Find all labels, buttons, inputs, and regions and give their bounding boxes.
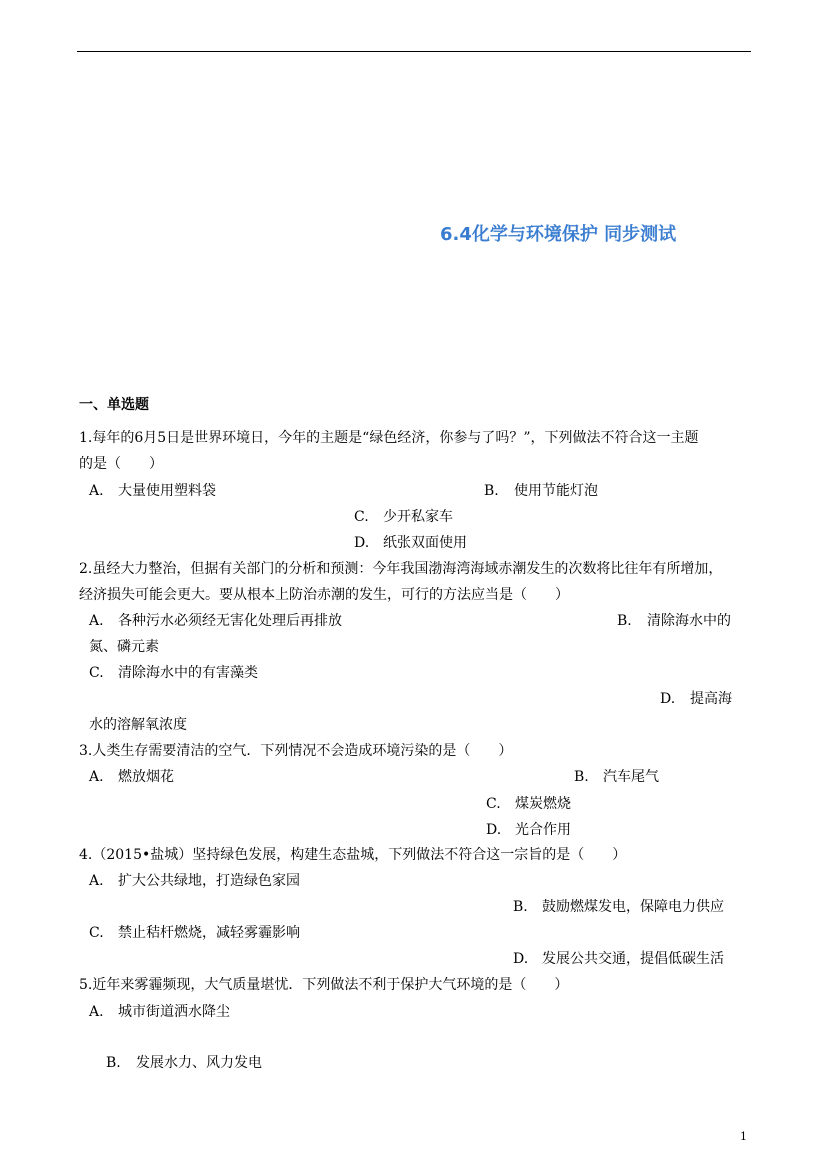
q2-option-d-text-continued[interactable]: 水的溶解氧浓度 — [89, 717, 187, 733]
q4-option-a-letter: A. — [89, 873, 104, 889]
q1-option-c-text[interactable]: 少开私家车 — [383, 509, 453, 525]
q2-option-a-letter: A. — [89, 613, 104, 629]
question-1-stem-line-2: 的是（ ） — [79, 456, 163, 472]
q3-option-c-text[interactable]: 煤炭燃烧 — [515, 796, 571, 812]
q2-option-c-text[interactable]: 清除海水中的有害藻类 — [118, 665, 258, 681]
question-2-stem-line-2: 经济损失可能会更大。要从根本上防治赤潮的发生，可行的方法应当是（ ） — [79, 587, 569, 603]
q5-option-a-letter: A. — [89, 1004, 104, 1020]
question-5-stem: 5.近年来雾霾频现，大气质量堪忧．下列做法不利于保护大气环境的是（ ） — [79, 977, 569, 993]
q5-option-b-letter: B. — [106, 1055, 121, 1071]
q1-option-a-text[interactable]: 大量使用塑料袋 — [118, 483, 216, 499]
q3-option-b-text[interactable]: 汽车尾气 — [603, 769, 659, 785]
q3-option-c-letter: C. — [486, 796, 501, 812]
q1-option-a-letter: A. — [89, 483, 104, 499]
q3-option-b-letter: B. — [574, 769, 589, 785]
q1-option-d-text[interactable]: 纸张双面使用 — [383, 535, 467, 551]
q1-option-d-letter: D. — [354, 535, 370, 551]
q4-option-b-text[interactable]: 鼓励燃煤发电，保障电力供应 — [542, 899, 724, 915]
q4-option-c-letter: C. — [89, 925, 104, 941]
section-heading: 一、单选题 — [79, 397, 149, 413]
q1-option-b-letter: B. — [484, 483, 499, 499]
q3-option-a-text[interactable]: 燃放烟花 — [118, 769, 174, 785]
q2-option-b-text-continued[interactable]: 氮、磷元素 — [89, 639, 159, 655]
q4-option-c-text[interactable]: 禁止秸杆燃烧，减轻雾霾影响 — [118, 925, 300, 941]
q4-option-d-letter: D. — [513, 951, 529, 967]
question-1-stem-line-1: 1.每年的6月5日是世界环境日，今年的主题是“绿色经济，你参与了吗？”，下列做法不符合这一主题 — [79, 430, 699, 446]
question-3-stem: 3.人类生存需要清洁的空气．下列情况不会造成环境污染的是（ ） — [79, 743, 513, 759]
q5-option-b-text[interactable]: 发展水力、风力发电 — [136, 1055, 262, 1071]
q2-option-d-text[interactable]: 提高海 — [690, 691, 732, 707]
question-4-stem: 4.（2015•盐城）坚持绿色发展，构建生态盐城，下列做法不符合这一宗旨的是（ ） — [79, 847, 627, 863]
q4-option-a-text[interactable]: 扩大公共绿地，打造绿色家园 — [118, 873, 300, 889]
q3-option-a-letter: A. — [89, 769, 104, 785]
q2-option-a-text[interactable]: 各种污水必须经无害化处理后再排放 — [118, 613, 342, 629]
q2-option-b-text[interactable]: 清除海水中的 — [647, 613, 731, 629]
q2-option-d-letter: D. — [660, 691, 676, 707]
q5-option-a-text[interactable]: 城市街道洒水降尘 — [118, 1004, 230, 1020]
page-title: 6.4化学与环境保护 同步测试 — [440, 224, 677, 245]
q1-option-c-letter: C. — [354, 509, 369, 525]
q2-option-c-letter: C. — [89, 665, 104, 681]
q3-option-d-text[interactable]: 光合作用 — [515, 822, 571, 838]
page-number: 1 — [740, 1130, 747, 1143]
header-rule — [77, 51, 751, 52]
q4-option-b-letter: B. — [513, 899, 528, 915]
q1-option-b-text[interactable]: 使用节能灯泡 — [514, 483, 598, 499]
question-2-stem-line-1: 2.虽经大力整治，但据有关部门的分析和预测：今年我国渤海湾海域赤潮发生的次数将比往年有所增加， — [79, 561, 723, 577]
q3-option-d-letter: D. — [486, 822, 502, 838]
q4-option-d-text[interactable]: 发展公共交通，提倡低碳生活 — [542, 951, 724, 967]
q2-option-b-letter: B. — [617, 613, 632, 629]
